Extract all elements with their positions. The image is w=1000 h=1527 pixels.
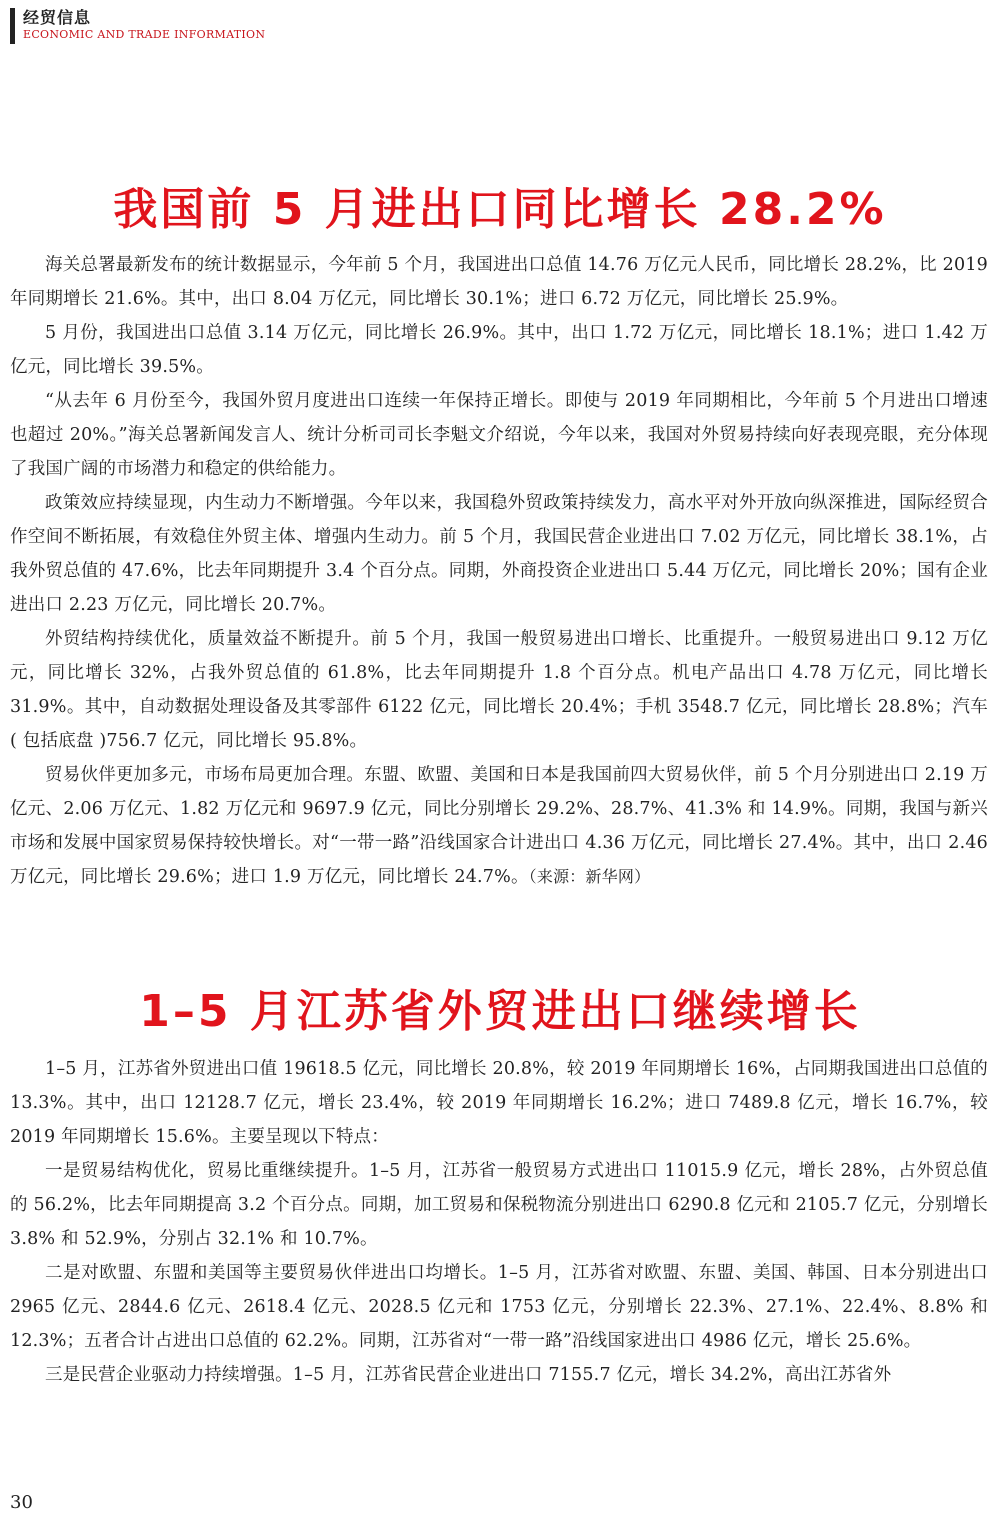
article1-source: （来源：新华网）: [528, 867, 651, 886]
article1-paragraph-last: [10, 758, 988, 894]
article1-body: [10, 248, 988, 894]
article1-paragraph-text: 贸易伙伴更加多元，市场布局更加合理。东盟、欧盟、美国和日本是我国前四大贸易伙伴，前 5 个月分别进出口 2.19 万亿元、2.06 万亿元、1.82 万亿元和 9697.9 亿元，同比分别增长 29.2%、28.7%、41.3% 和 14.9%。同期，我国与新兴市场和发展中国家贸易保持较快增长。对“一带一路”沿线国家合计进出口 4.36 万亿元，同比增长 27.4%。其中，出口 2.46 万亿元，同比增长 29.6%；进口 1.9 万亿元，同比增长 24.7%。: [10, 765, 988, 887]
article1-paragraph: 5 月份，我国进出口总值 3.14 万亿元，同比增长 26.9%。其中，出口 1.72 万亿元，同比增长 18.1%；进口 1.42 万亿元，同比增长 39.5%。: [10, 323, 988, 377]
article1-paragraph: 外贸结构持续优化，质量效益不断提升。前 5 个月，我国一般贸易进出口增长、比重提升。一般贸易进出口 9.12 万亿元，同比增长 32%，占我外贸总值的 61.8%，比去年同期提升 1.8 个百分点。机电产品出口 4.78 万亿元，同比增长 31.9%。其中，自动数据处理设备及其零部件 6122 亿元，同比增长 20.4%；手机 3548.7 亿元，同比增长 28.8%；汽车 ( 包括底盘 )756.7 亿元，同比增长 95.8%。: [10, 629, 988, 751]
column-title-en: ECONOMIC AND TRADE INFORMATION: [23, 28, 266, 41]
article2-paragraph: 一是贸易结构优化，贸易比重继续提升。1–5 月，江苏省一般贸易方式进出口 11015.9 亿元，增长 28%，占外贸总值的 56.2%，比去年同期提高 3.2 个百分点。同期，加工贸易和保税物流分别进出口 6290.8 亿元和 2105.7 亿元，分别增长 3.8% 和 52.9%，分别占 32.1% 和 10.7%。: [10, 1161, 988, 1249]
article2-title: 1–5 月江苏省外贸进出口继续增长: [139, 986, 861, 1037]
article2-paragraph: 二是对欧盟、东盟和美国等主要贸易伙伴进出口均增长。1–5 月，江苏省对欧盟、东盟、美国、韩国、日本分别进出口 2965 亿元、2844.6 亿元、2618.4 亿元、2028.5 亿元和 1753 亿元，分别增长 22.3%、27.1%、22.4%、8.8% 和 12.3%；五者合计占进出口总值的 62.2%。同期，江苏省对“一带一路”沿线国家进出口 4986 亿元，增长 25.6%。: [10, 1263, 988, 1351]
article1-title: 我国前 5 月进出口同比增长 28.2%: [113, 184, 887, 235]
column-header: [10, 8, 265, 44]
article1-paragraph: 政策效应持续显现，内生动力不断增强。今年以来，我国稳外贸政策持续发力，高水平对外开放向纵深推进，国际经贸合作空间不断拓展，有效稳住外贸主体、增强内生动力。前 5 个月，我国民营企业进出口 7.02 万亿元，同比增长 38.1%，占我外贸总值的 47.6%，比去年同期提升 3.4 个百分点。同期，外商投资企业进出口 5.44 万亿元，同比增长 20%；国有企业进出口 2.23 万亿元，同比增长 20.7%。: [10, 493, 988, 615]
page-number: 30: [10, 1492, 33, 1513]
article2-paragraph: 1–5 月，江苏省外贸进出口值 19618.5 亿元，同比增长 20.8%，较 2019 年同期增长 16%，占同期我国进出口总值的 13.3%。其中，出口 12128.7 亿元，增长 23.4%，较 2019 年同期增长 16.2%；进口 7489.8 亿元，增长 16.7%，较 2019 年同期增长 15.6%。主要呈现以下特点：: [10, 1059, 988, 1147]
article2-body: [10, 1052, 988, 1392]
article1-paragraph: 海关总署最新发布的统计数据显示，今年前 5 个月，我国进出口总值 14.76 万亿元人民币，同比增长 28.2%，比 2019 年同期增长 21.6%。其中，出口 8.04 万亿元，同比增长 30.1%；进口 6.72 万亿元，同比增长 25.9%。: [10, 255, 988, 309]
article2-paragraph: 三是民营企业驱动力持续增强。1–5 月，江苏省民营企业进出口 7155.7 亿元，增长 34.2%，高出江苏省外: [45, 1365, 892, 1385]
column-title-cn: 经贸信息: [23, 8, 92, 27]
article1-paragraph: “从去年 6 月份至今，我国外贸月度进出口连续一年保持正增长。即使与 2019 年同期相比，今年前 5 个月进出口增速也超过 20%。”海关总署新闻发言人、统计分析司司长李魁文介绍说，今年以来，我国对外贸易持续向好表现亮眼，充分体现了我国广阔的市场潜力和稳定的供给能力。: [10, 391, 988, 479]
